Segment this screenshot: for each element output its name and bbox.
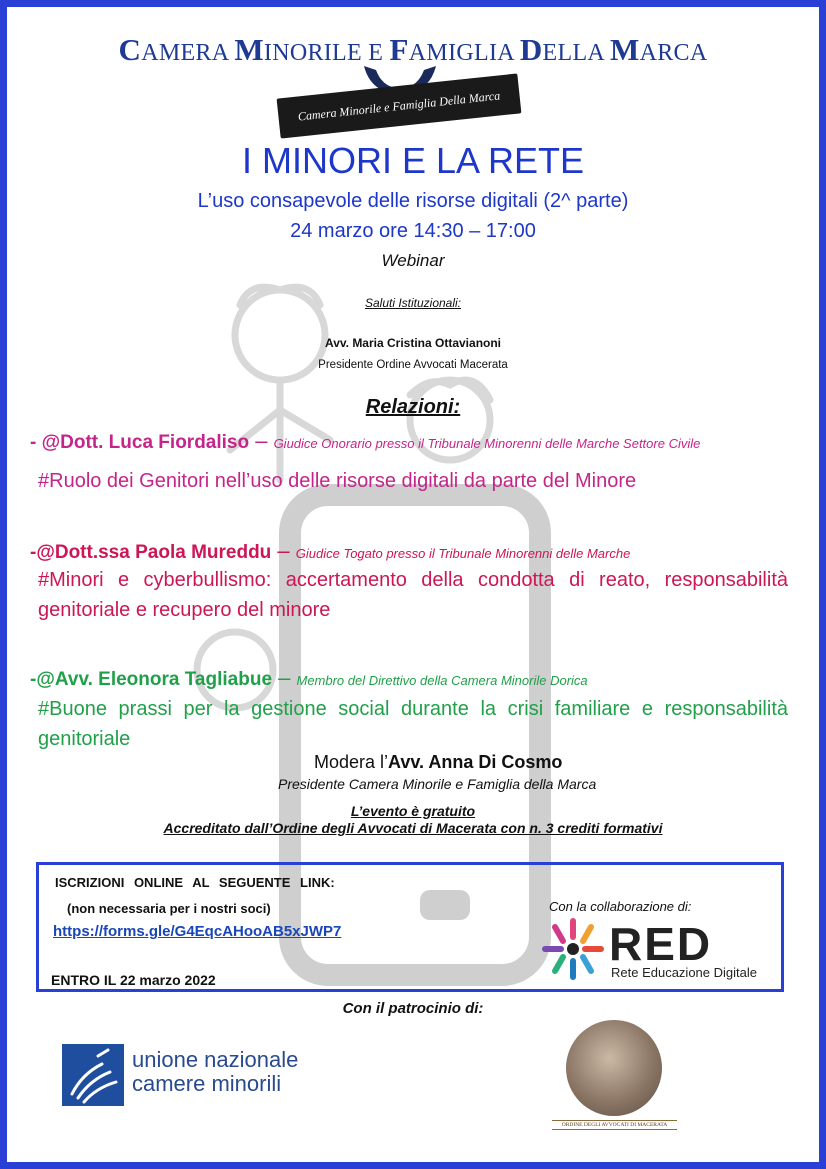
speaker-3-role: Membro del Direttivo della Camera Minorile Dorica — [296, 673, 588, 688]
free-event-note: L’evento è gratuito — [350, 803, 476, 819]
registration-note: (non necessaria per i nostri soci) — [67, 901, 271, 916]
accreditation-note: Accreditato dall’Ordine degli Avvocati di Macerata con n. 3 crediti formativi — [163, 820, 663, 836]
org-title-initial: M — [234, 32, 264, 67]
org-title-initial: M — [610, 32, 640, 67]
org-title-rest: ARCA — [639, 40, 708, 66]
moderator-prefix: Modera l’ — [314, 752, 389, 772]
org-title-rest: ELLA — [542, 40, 611, 66]
speaker-3-dash: – — [272, 665, 297, 690]
registration-title: ISCRIZIONI ONLINE AL SEGUENTE LINK: — [55, 875, 335, 890]
speaker-1-dash: – — [249, 428, 274, 453]
registration-deadline: ENTRO IL 22 marzo 2022 — [51, 972, 216, 988]
registration-box — [36, 862, 784, 992]
red-logo-word: RED — [609, 918, 713, 970]
event-subtitle: L’uso consapevole delle risorse digitali (2^ parte) — [197, 190, 629, 212]
relazioni-heading: Relazioni: — [365, 396, 461, 418]
ordine-seal-icon — [566, 1020, 662, 1116]
speaker-2-dash: – — [271, 538, 296, 563]
moderator-role: Presidente Camera Minorile e Famiglia della Marca — [278, 776, 597, 792]
unc-logo — [62, 1044, 322, 1106]
speaker-3-prefix: -@ — [30, 669, 55, 690]
org-title-rest: INORILE E — [263, 40, 390, 66]
registration-link[interactable]: https://forms.gle/G4EqcAHooAB5xJWP7 — [53, 923, 342, 940]
moderator-name: Avv. Anna Di Cosmo — [388, 752, 563, 772]
org-title-initial: C — [118, 32, 142, 67]
speaker-1-prefix: - @ — [30, 432, 61, 453]
speaker-1-name: Dott. Luca Fiordaliso — [60, 432, 250, 453]
patrocinio-label: Con il patrocinio di: — [342, 1000, 484, 1017]
event-title: I MINORI E LA RETE — [241, 140, 585, 181]
unc-logo-text — [132, 1048, 298, 1096]
org-title-rest: AMIGLIA — [408, 40, 520, 66]
speaker-2-role: Giudice Togato presso il Tribunale Minorenni delle Marche — [295, 546, 631, 561]
moderator — [314, 752, 562, 773]
org-title-rest: AMERA — [141, 40, 235, 66]
speaker-2 — [30, 538, 630, 564]
red-logo-icon — [541, 917, 605, 981]
speaker-1-role: Giudice Onorario presso il Tribunale Minorenni delle Marche Settore Civile — [273, 436, 701, 451]
unc-line-1: unione nazionale — [132, 1047, 299, 1072]
event-format: Webinar — [381, 251, 445, 270]
ordine-logo-text: ORDINE DEGLI AVVOCATI DI MACERATA — [552, 1120, 677, 1130]
speaker-2-prefix: -@ — [30, 542, 55, 563]
red-logo — [541, 917, 786, 983]
logo-banner: Camera Minorile e Famiglia Della Marca — [277, 73, 522, 138]
red-logo-subtitle: Rete Educazione Digitale — [611, 965, 757, 980]
speaker-2-name: Dott.ssa Paola Mureddu — [54, 542, 272, 563]
saluti-label: Saluti Istituzionali: — [364, 296, 462, 310]
speaker-3-topic: #Buone prassi per la gestione social durante la crisi familiare e responsabilità genitoriale — [38, 698, 788, 750]
speaker-2-topic: #Minori e cyberbullismo: accertamento della condotta di reato, responsabilità genitoriale e recupero del minore — [38, 569, 788, 621]
org-title-initial: D — [519, 32, 543, 67]
saluti-name: Avv. Maria Cristina Ottavianoni — [324, 336, 502, 350]
ordine-avvocati-logo — [552, 1020, 677, 1132]
unc-hands-icon — [62, 1044, 124, 1106]
speaker-1 — [30, 428, 700, 454]
saluti-role: Presidente Ordine Avvocati Macerata — [318, 359, 508, 371]
speaker-1-topic: #Ruolo dei Genitori nell’uso delle risorse digitali da parte del Minore — [38, 470, 637, 492]
unc-line-2: camere minorili — [132, 1071, 282, 1096]
speaker-3-name: Avv. Eleonora Tagliabue — [54, 669, 273, 690]
collaboration-label: Con la collaborazione di: — [549, 899, 692, 914]
event-date: 24 marzo ore 14:30 – 17:00 — [290, 220, 536, 242]
speaker-3 — [30, 665, 588, 691]
org-title-initial: F — [389, 32, 409, 67]
